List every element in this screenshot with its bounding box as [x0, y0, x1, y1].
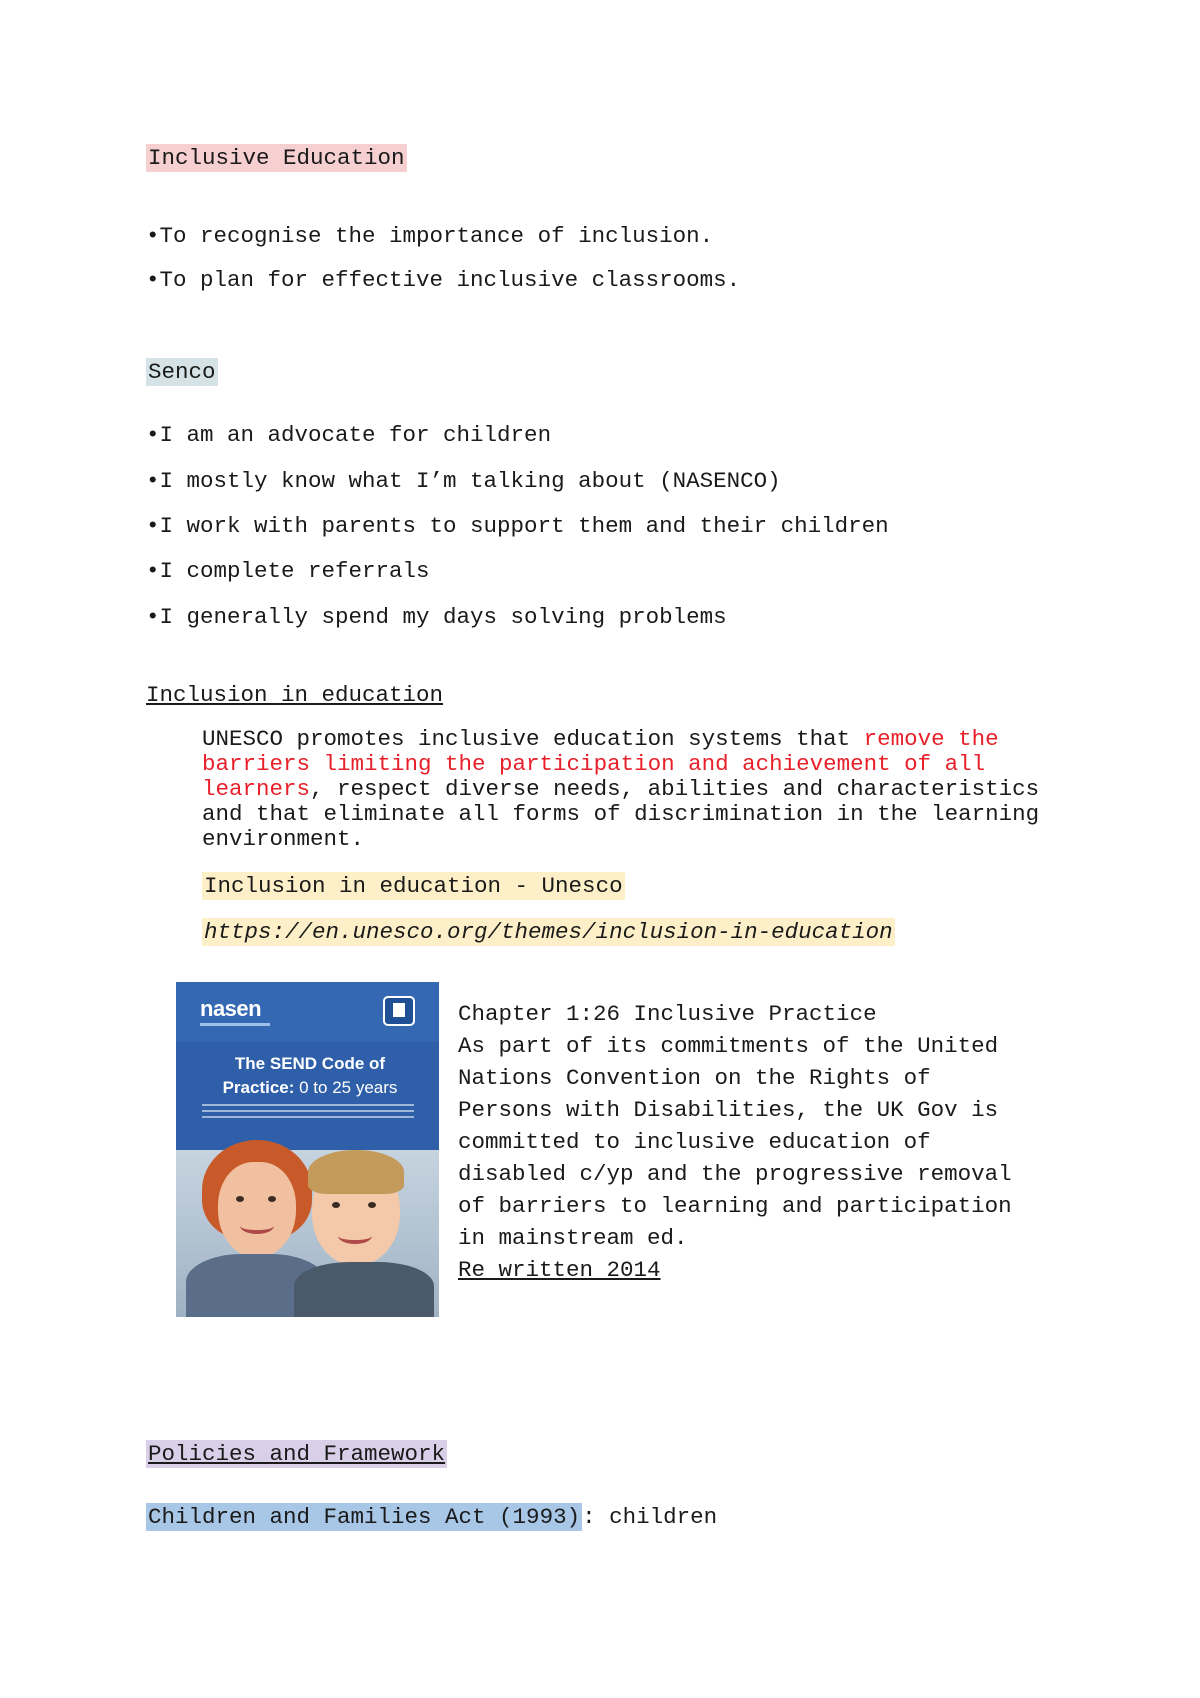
- eye: [332, 1202, 340, 1208]
- source-title: Inclusion in education - Unesco: [204, 873, 623, 899]
- bullet-parents: •I work with parents to support them and their children: [146, 513, 889, 539]
- smile: [338, 1228, 372, 1244]
- bullet-nasenco: •I mostly know what I’m talking about (NASENCO): [146, 468, 781, 494]
- bullet-referrals: •I complete referrals: [146, 558, 430, 584]
- chapter-line: committed to inclusive education of: [458, 1129, 931, 1155]
- eye: [236, 1196, 244, 1202]
- logo-tagline: [200, 1023, 270, 1026]
- heading-policies-framework: Policies and Framework: [148, 1441, 446, 1467]
- cover-fine-print: [202, 1104, 414, 1118]
- bullet-plan: •To plan for effective inclusive classrooms.: [146, 267, 741, 293]
- send-code-cover-image: [176, 982, 439, 1317]
- quote-highlight: remove the barriers limiting the participation and achievement of all learners: [202, 726, 999, 802]
- source-url-link[interactable]: https://en.unesco.org/themes/inclusion-in-education: [204, 919, 893, 945]
- chapter-block: [458, 998, 1078, 1286]
- unesco-quote: UNESCO promotes inclusive education systems that remove the barriers limiting the participation and achievement of all learners, respect diverse needs, abilities and characteristics and that eliminate all forms of discrimination in the learning environment.: [202, 726, 1040, 852]
- chapter-line: Persons with Disabilities, the UK Gov is: [458, 1097, 999, 1123]
- cover-title: The SEND Code of Practice: 0 to 25 years: [222, 1054, 398, 1097]
- chapter-line: disabled c/yp and the progressive removal: [458, 1161, 1012, 1187]
- heading-inclusion-in-education: Inclusion in education: [146, 682, 444, 708]
- bullet-recognise: •To recognise the importance of inclusion.: [146, 223, 714, 249]
- eye: [268, 1196, 276, 1202]
- children-families-act: Children and Families Act (1993): children: [148, 1504, 718, 1530]
- heading-inclusive-education: Inclusive Education: [148, 145, 405, 171]
- heading-senco: Senco: [148, 359, 216, 385]
- chapter-title: Chapter 1:26 Inclusive Practice: [458, 1001, 877, 1027]
- smile: [240, 1218, 274, 1234]
- document-icon: [383, 996, 415, 1026]
- boy-hair: [308, 1150, 404, 1194]
- bullet-advocate: •I am an advocate for children: [146, 422, 552, 448]
- chapter-line: of barriers to learning and participation: [458, 1193, 1012, 1219]
- chapter-line: As part of its commitments of the United: [458, 1033, 999, 1059]
- rewritten-2014: Re written 2014: [458, 1257, 661, 1283]
- eye: [368, 1202, 376, 1208]
- bullet-problems: •I generally spend my days solving problems: [146, 604, 727, 630]
- nasen-logo: nasen: [200, 996, 262, 1021]
- boy-body: [294, 1262, 434, 1317]
- chapter-line: in mainstream ed.: [458, 1225, 688, 1251]
- woman-face: [218, 1162, 296, 1258]
- chapter-line: Nations Convention on the Rights of: [458, 1065, 931, 1091]
